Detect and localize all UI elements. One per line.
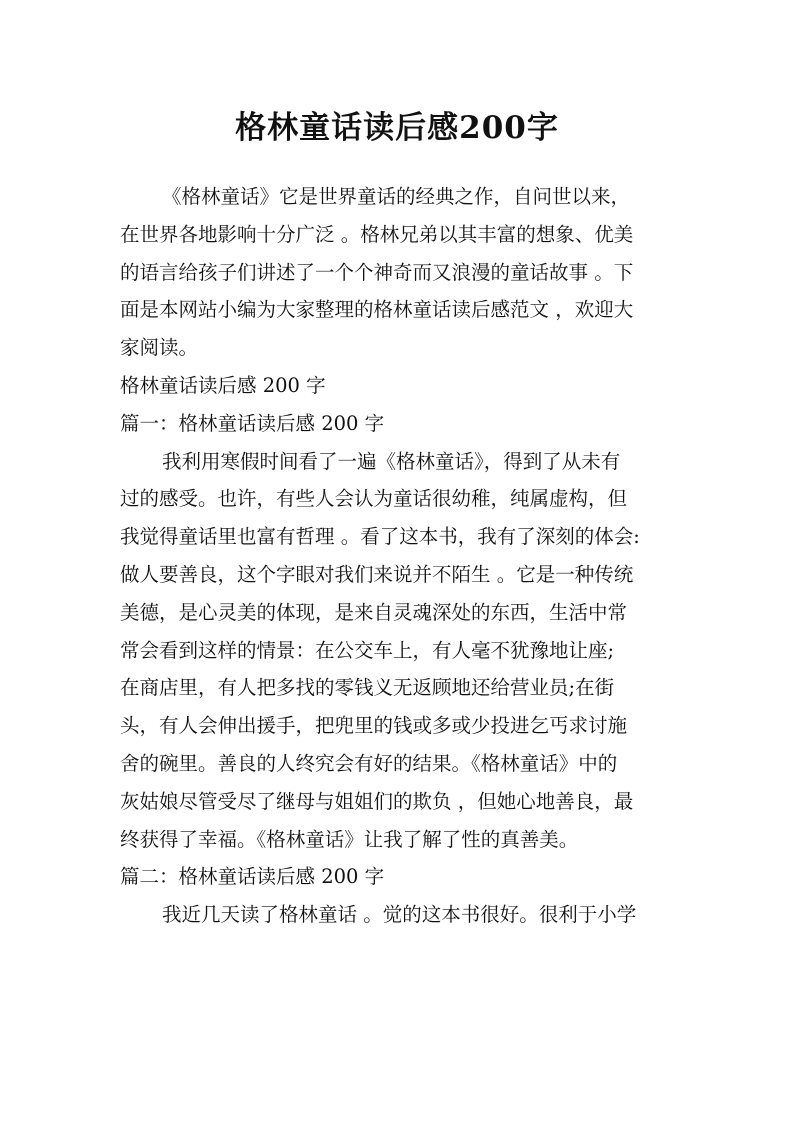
text-line: 格林童话读后感 200 字 <box>120 373 326 397</box>
text-line: 头，有人会伸出援手，把兜里的钱或多或少投进乞丐求讨施 <box>120 714 628 738</box>
text-line: 舍的碗里。善良的人终究会有好的结果。《格林童话》中的 <box>120 751 618 775</box>
text-line: 家阅读。 <box>120 336 199 360</box>
text-line: 终获得了幸福。《格林童话》让我了解了性的真善美。 <box>120 827 579 851</box>
text-line: 我觉得童话里也富有哲理 。看了这本书，我有了深刻的体会: <box>120 525 640 549</box>
text-line: 面是本网站小编为大家整理的格林童话读后感范文 ，欢迎大 <box>120 298 634 322</box>
text-line: 灰姑娘尽管受尽了继母与姐姐们的欺负 ，但她心地善良，最 <box>120 789 634 813</box>
text-line: 在商店里，有人把多找的零钱义无返顾地还给营业员;在街 <box>120 676 615 700</box>
text-line: 美德，是心灵美的体现，是来自灵魂深处的东西，生活中常 <box>120 600 628 624</box>
document-title: 格林童话读后感200字 <box>235 110 559 146</box>
text-line: 《格林童话》它是世界童话的经典之作，自问世以来， <box>162 185 631 208</box>
text-line: 的语言给孩子们讲述了一个个神奇而又浪漫的童话故事 。下 <box>120 260 634 284</box>
text-line: 过的感受。也许，有些人会认为童话很幼稚，纯属虚构，但 <box>120 487 628 511</box>
text-line: 篇一：格林童话读后感 200 字 <box>120 411 385 435</box>
text-line: 做人要善良，这个字眼对我们来说并不陌生 。它是一种传统 <box>120 562 634 586</box>
document-body <box>120 178 680 934</box>
text-line: 在世界各地影响十分广泛 。格林兄弟以其丰富的想象、优美 <box>120 222 634 246</box>
text-line: 篇二：格林童话读后感 200 字 <box>120 865 385 889</box>
text-line: 我近几天读了格林童话 。觉的这本书很好。很利于小学 <box>162 903 637 927</box>
text-line: 常会看到这样的情景：在公交车上，有人毫不犹豫地让座; <box>120 638 615 662</box>
text-line: 我利用寒假时间看了一遍《格林童话》，得到了从未有 <box>162 449 621 473</box>
